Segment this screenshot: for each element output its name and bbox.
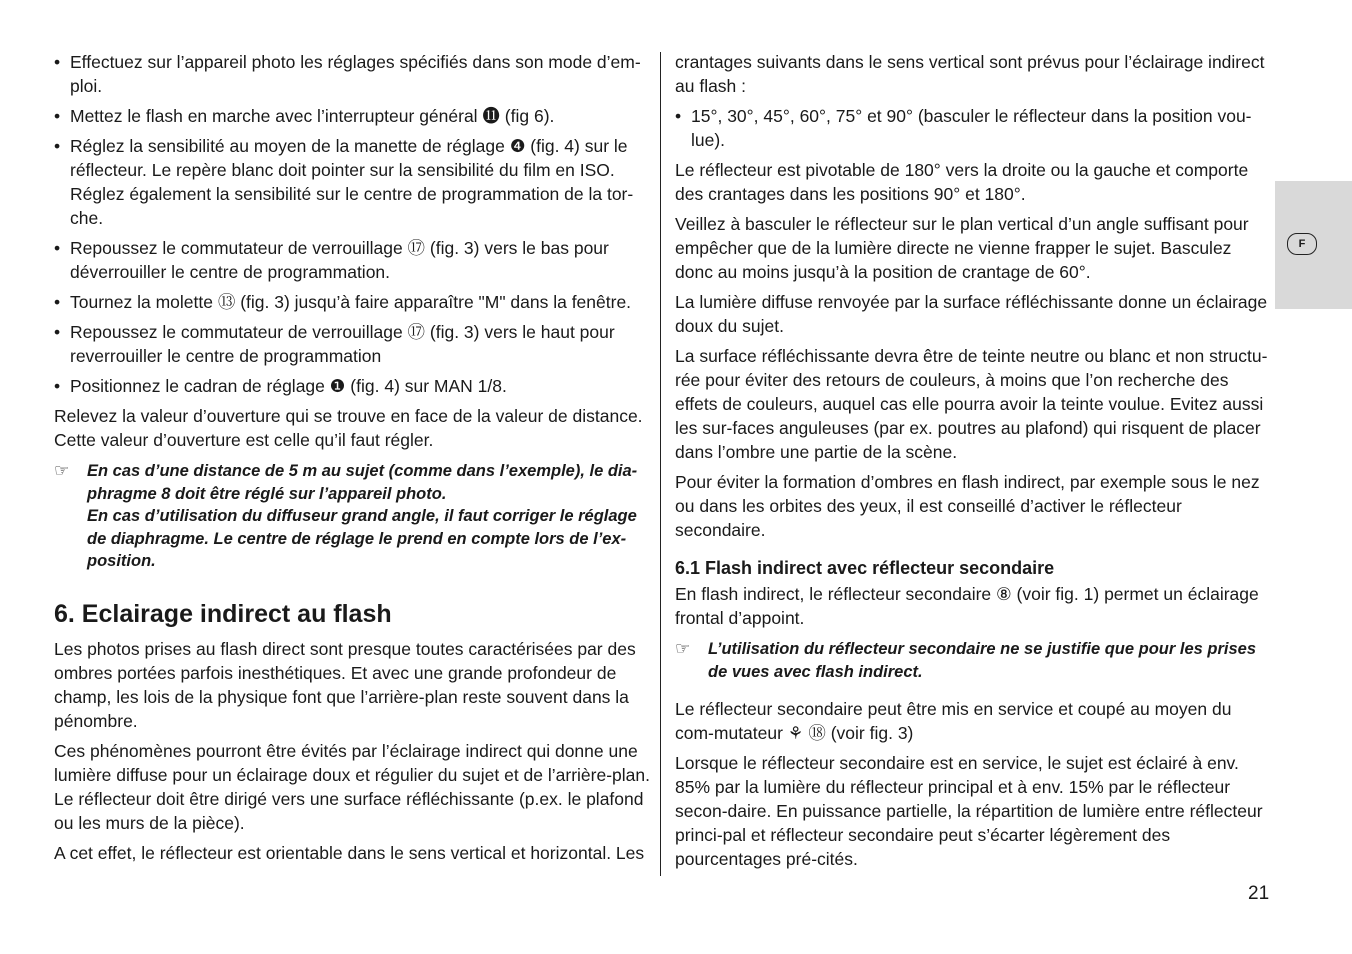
bullet-item: • 15°, 30°, 45°, 60°, 75° et 90° (basculer le réflecteur dans la position vou-lue). <box>675 104 1273 152</box>
paragraph: Lorsque le réflecteur secondaire est en service, le sujet est éclairé à env. 85% par la lumière du réflecteur principal et à env. 15% par le réflecteur secon-daire. En puissance partielle, la répartition de lumière entre réflecteur princi-pal et réflecteur secondaire peut s’écarter légèrement des pourcentages pré-cités. <box>675 753 1263 869</box>
section-heading: 6. Eclairage indirect au flash <box>54 599 392 628</box>
language-tab <box>1275 181 1352 309</box>
bullet-item: • Réglez la sensibilité au moyen de la manette de réglage ❹ (fig. 4) sur le réflecteur. Le repère blanc doit pointer sur la sensibilité du film en ISO. Réglez également la sensibilité sur le centre de programmation de la tor-che. <box>54 134 650 230</box>
note-text: L’utilisation du réflecteur secondaire ne se justifie que pour les prises de vues avec flash indirect. <box>708 640 1257 681</box>
paragraph: crantages suivants dans le sens vertical sont prévus pour l’éclairage indirect au flash : <box>675 52 1265 96</box>
note-text: En cas d’une distance de 5 m au sujet (comme dans l’exemple), le dia-phragme 8 doit être réglé sur l’appareil photo. <box>87 462 638 503</box>
right-column <box>675 50 1273 877</box>
language-badge: F <box>1287 233 1317 255</box>
note-block <box>675 638 1273 683</box>
subsection-heading: 6.1 Flash indirect avec réflecteur secondaire <box>675 558 1055 578</box>
paragraph: En flash indirect, le réflecteur secondaire ⑧ (voir fig. 1) permet un éclairage frontal d’appoint. <box>675 584 1259 628</box>
bullet-item: • Repoussez le commutateur de verrouillage ⑰ (fig. 3) vers le bas pour déverrouiller le centre de programmation. <box>54 236 650 284</box>
paragraph: Les photos prises au flash direct sont presque toutes caractérisées par des ombres portées parfois inesthétiques. Et avec une grande profondeur de champ, les lois de la physique font que l’arrière-plan reste souvent dans la pénombre. <box>54 638 636 731</box>
bullet-item: • Tournez la molette ⑬ (fig. 3) jusqu’à faire apparaître "M" dans la fenêtre. <box>54 290 650 314</box>
pointing-hand-icon: ☞ <box>54 461 70 480</box>
paragraph: A cet effet, le réflecteur est orientable dans le sens vertical et horizontal. Les <box>54 842 645 863</box>
paragraph: Ces phénomènes pourront être évités par l’éclairage indirect qui donne une lumière diffuse pour un éclairage doux et régulier du sujet et de l’arrière-plan. Le réflecteur doit être dirigé vers une surface réfléchissante (p.ex. le plafond ou les murs de la pièce). <box>54 740 650 833</box>
bullet-item: • Repoussez le commutateur de verrouillage ⑰ (fig. 3) vers le haut pour reverrouiller le centre de programmation <box>54 320 650 368</box>
bullet-item: • Positionnez le cadran de réglage ❶ (fig. 4) sur MAN 1/8. <box>54 374 650 398</box>
note-block <box>54 460 650 573</box>
paragraph: La lumière diffuse renvoyée par la surface réfléchissante donne un éclairage doux du sujet. <box>675 292 1268 336</box>
page-number: 21 <box>1248 883 1270 904</box>
column-divider <box>660 52 661 876</box>
paragraph: Le réflecteur secondaire peut être mis en service et coupé au moyen du com-mutateur ⚘ ⑱ (voir fig. 3) <box>675 699 1232 743</box>
paragraph: Veillez à basculer le réflecteur sur le plan vertical d’un angle suffisant pour empêcher que de la lumière directe ne vienne frapper le sujet. Basculez donc au moins jusqu’à la position de crantage de 60°. <box>675 214 1249 282</box>
paragraph: Le réflecteur est pivotable de 180° vers la droite ou la gauche et comporte des crantages dans les positions 90° et 180°. <box>675 160 1249 204</box>
paragraph: Relevez la valeur d’ouverture qui se trouve en face de la valeur de distance. Cette valeur d’ouverture est celle qu’il faut régler. <box>54 406 643 450</box>
left-column <box>54 50 650 871</box>
pointing-hand-icon: ☞ <box>675 639 691 658</box>
bullet-item: • Effectuez sur l’appareil photo les réglages spécifiés dans son mode d’em-ploi. <box>54 50 650 98</box>
note-text: En cas d’utilisation du diffuseur grand angle, il faut corriger le réglage de diaphragme. Le centre de réglage le prend en compte lors de l’ex-position. <box>87 507 637 570</box>
paragraph: Pour éviter la formation d’ombres en flash indirect, par exemple sous le nez ou dans les orbites des yeux, il est conseillé d’activer le réflecteur secondaire. <box>675 472 1260 540</box>
paragraph: La surface réfléchissante devra être de teinte neutre ou blanc et non structu-rée pour éviter des retours de couleurs, à moins que l’on recherche des effets de couleurs, auquel cas elle pourra avoir la teinte voulue. Evitez aussi les sur-faces anguleuses (par ex. poutres au plafond) qui risquent de placer dans l’ombre une partie de la scène. <box>675 346 1268 462</box>
bullet-item: • Mettez le flash en marche avec l’interrupteur général ⓫ (fig 6). <box>54 104 650 128</box>
